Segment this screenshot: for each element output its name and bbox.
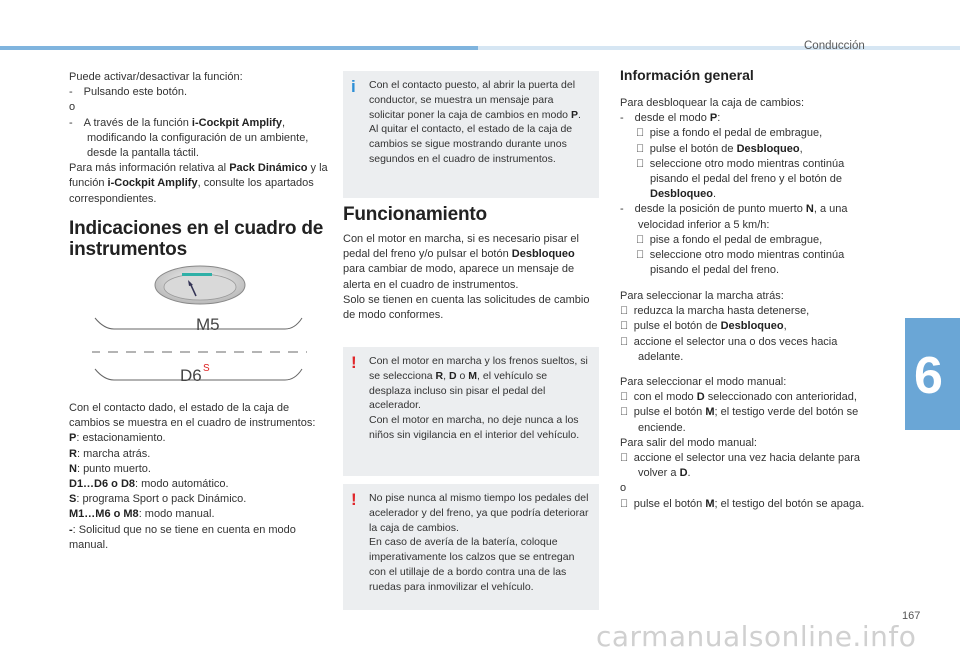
legend-item bbox=[69, 431, 329, 446]
text: - desde el modo bbox=[620, 112, 710, 125]
mode-p bbox=[620, 111, 882, 126]
legend-item bbox=[69, 523, 329, 553]
warning-text bbox=[369, 354, 591, 413]
step bbox=[620, 405, 882, 435]
step bbox=[620, 142, 882, 157]
step bbox=[620, 157, 882, 203]
cluster-display-illustration bbox=[92, 265, 307, 385]
option-cockpit bbox=[69, 116, 329, 162]
step: pise a fondo el pedal de embrague, bbox=[636, 127, 814, 140]
legend-item bbox=[69, 492, 329, 507]
text: Con el motor en marcha, si es necesario pisar el pedal del freno y/o pulsar el botón bbox=[343, 233, 579, 261]
text: . bbox=[866, 173, 870, 186]
bold-text: Desbloqueo bbox=[712, 320, 776, 333]
legend-key: N bbox=[69, 462, 77, 475]
text: , consulte los apartados correspondientes. bbox=[69, 177, 314, 205]
body-text: o bbox=[620, 482, 627, 495]
body-text: Solo se tienen en cuenta las solicitudes de cambio de modo conformes. bbox=[343, 293, 590, 322]
bold-text: M bbox=[697, 406, 707, 419]
step: reduzca la marcha hasta detenerse, bbox=[620, 305, 801, 318]
col3-manual bbox=[620, 375, 882, 512]
bold-text: D bbox=[679, 467, 688, 480]
page-number: 167 bbox=[902, 610, 921, 622]
legend-key: D1…D6 o D8 bbox=[69, 478, 136, 491]
text: , bbox=[775, 320, 779, 333]
gear-lever-icon bbox=[155, 266, 245, 304]
step bbox=[620, 390, 882, 405]
legend-item bbox=[69, 447, 329, 462]
bold-text: P bbox=[709, 112, 718, 125]
intro-line: - Pulsando este botón. bbox=[69, 86, 188, 99]
text: para cambiar de modo, aparece un mensaje de alerta en el cuadro de instrumentos. bbox=[343, 263, 575, 291]
intro-line: Puede activar/desactivar la función: bbox=[69, 71, 243, 83]
bold-text: Pack Dinámico bbox=[229, 162, 308, 175]
heading-indicaciones: Indicaciones en el cuadro de instrumentos bbox=[69, 218, 324, 260]
status-intro: Con el contacto dado, el estado de la caja de cambios se muestra en el cuadro de instrumentos: bbox=[69, 402, 316, 430]
info-box bbox=[343, 71, 599, 198]
legend-text: : punto muerto. bbox=[76, 462, 151, 475]
legend-text: : marcha atrás. bbox=[76, 447, 151, 460]
display-auto-text: D6 bbox=[180, 366, 202, 385]
warning-text: No pise nunca al mismo tiempo los pedales del acelerador y del freno, ya que podría deteriorar la caja de cambios. bbox=[369, 492, 589, 534]
col3-reverse bbox=[620, 289, 882, 365]
sport-indicator: S bbox=[203, 363, 210, 374]
body-text: Para seleccionar el modo manual: bbox=[620, 376, 787, 388]
text: con el modo bbox=[620, 391, 689, 404]
text: : bbox=[717, 112, 721, 125]
text: , bbox=[791, 142, 795, 155]
mode-n bbox=[620, 188, 882, 232]
legend-key: - bbox=[69, 523, 73, 536]
step bbox=[620, 451, 882, 481]
watermark: carmanualsonline.info bbox=[596, 620, 917, 649]
text: - A través de la función bbox=[69, 116, 192, 129]
legend-text: : Solicitud que no se tiene en cuenta en modo manual. bbox=[69, 523, 296, 551]
warning-icon: ! bbox=[351, 353, 357, 372]
bold-text: i-Cockpit Amplify bbox=[107, 177, 198, 190]
bold-text: D bbox=[688, 391, 697, 404]
step: pise a fondo el pedal de embrague, bbox=[636, 218, 814, 231]
bold-text: M bbox=[697, 497, 707, 510]
step bbox=[620, 319, 882, 334]
text: y la función bbox=[69, 162, 328, 190]
col1-intro bbox=[69, 70, 329, 207]
legend-item bbox=[69, 477, 329, 492]
body-text: Para seleccionar la marcha atrás: bbox=[620, 290, 784, 302]
step: seleccione otro modo mientras continúa pisando el pedal del freno. bbox=[636, 233, 878, 262]
text: seleccionado con anterioridad, bbox=[696, 391, 849, 404]
step bbox=[620, 497, 882, 512]
heading-informacion: Información general bbox=[620, 67, 754, 83]
header-bar bbox=[0, 46, 478, 50]
step: accione el selector una o dos veces hacia adelante. bbox=[620, 335, 878, 348]
bold-text: D bbox=[448, 369, 457, 382]
text: . bbox=[687, 467, 691, 480]
section-title: Conducción bbox=[804, 40, 865, 52]
bold-text: Desbloqueo bbox=[511, 248, 575, 261]
warning-box bbox=[343, 347, 599, 476]
legend-key: R bbox=[69, 447, 77, 460]
legend-text: : programa Sport o pack Dinámico. bbox=[76, 493, 247, 506]
heading-funcionamiento: Funcionamiento bbox=[343, 204, 487, 225]
body-text: Para desbloquear la caja de cambios: bbox=[620, 97, 805, 109]
intro-line: o bbox=[69, 101, 76, 114]
text: accione el selector una vez hacia delante para volver a bbox=[620, 452, 852, 480]
body-text bbox=[343, 232, 599, 293]
text: - desde la posición de punto muerto bbox=[620, 188, 806, 201]
bold-text: Desbloqueo bbox=[728, 142, 792, 155]
text: Con el contacto puesto, al abrir la puerta del conductor, se muestra un mensaje para solicitar poner la caja de cambios en modo bbox=[369, 79, 576, 121]
warning-icon: ! bbox=[351, 490, 357, 509]
legend-key: P bbox=[69, 432, 77, 445]
warning-text: En caso de avería de la batería, coloque imperativamente los calzos que se entregan con el utillaje de a bordo contra una de las ruedas para inmovilizar el vehículo. bbox=[369, 536, 575, 593]
bold-text: N bbox=[805, 188, 814, 201]
more-info bbox=[69, 161, 329, 207]
bold-text: R bbox=[435, 369, 444, 382]
legend-text: : estacionamiento. bbox=[76, 432, 166, 445]
body-text: Para salir del modo manual: bbox=[620, 436, 757, 449]
legend-item bbox=[69, 507, 329, 522]
legend-text: : modo manual. bbox=[138, 508, 215, 521]
header-bar-light bbox=[478, 46, 960, 50]
display-manual-text: M5 bbox=[196, 315, 220, 334]
text: ; el testigo del botón se apaga. bbox=[706, 497, 857, 510]
legend-key: S bbox=[69, 493, 77, 506]
text: , modificando la configuración de un ambiente, desde la pantalla táctil. bbox=[87, 116, 309, 160]
text: ; el testigo verde del botón se enciende. bbox=[638, 406, 850, 434]
text: seleccione otro modo mientras continúa pisando el pedal del freno y el botón de bbox=[636, 157, 878, 186]
text: , a una velocidad inferior a 5 km/h: bbox=[638, 188, 848, 216]
col1-status bbox=[69, 401, 329, 553]
bold-text: P bbox=[570, 108, 578, 121]
warning-text: Con el motor en marcha, no deje nunca a los niños sin vigilancia en el interior del vehículo. bbox=[369, 414, 580, 441]
col3-unlock bbox=[620, 96, 882, 278]
bold-text: M bbox=[468, 369, 478, 382]
text: pulse el botón de bbox=[620, 320, 713, 333]
text: Con el motor en marcha y los frenos sueltos, si se selecciona bbox=[369, 355, 588, 382]
bold-text: i-Cockpit Amplify bbox=[191, 116, 282, 129]
info-icon: i bbox=[351, 77, 356, 96]
chapter-number: 6 bbox=[914, 347, 943, 405]
text: Para más información relativa al bbox=[69, 162, 230, 175]
text: pulse el botón bbox=[620, 406, 698, 419]
warning-box bbox=[343, 484, 599, 610]
legend-key: M1…M6 o M8 bbox=[69, 508, 139, 521]
legend-text: : modo automático. bbox=[135, 478, 229, 491]
text: o bbox=[456, 369, 469, 382]
text: , el vehículo se desplaza incluso sin pisar el pedal del acelerador. bbox=[369, 369, 548, 412]
bold-text: Desbloqueo bbox=[803, 173, 867, 186]
text: pulse el botón bbox=[620, 497, 698, 510]
info-text bbox=[369, 78, 591, 122]
text: pulse el botón de bbox=[636, 142, 729, 155]
text: , bbox=[443, 369, 449, 382]
col2-body bbox=[343, 232, 599, 323]
text: . bbox=[577, 108, 581, 121]
info-text: Al quitar el contacto, el estado de la caja de cambios se sigue mostrando durante unos segundos en el cuadro de instrumentos. bbox=[369, 123, 573, 165]
legend-item bbox=[69, 462, 329, 477]
